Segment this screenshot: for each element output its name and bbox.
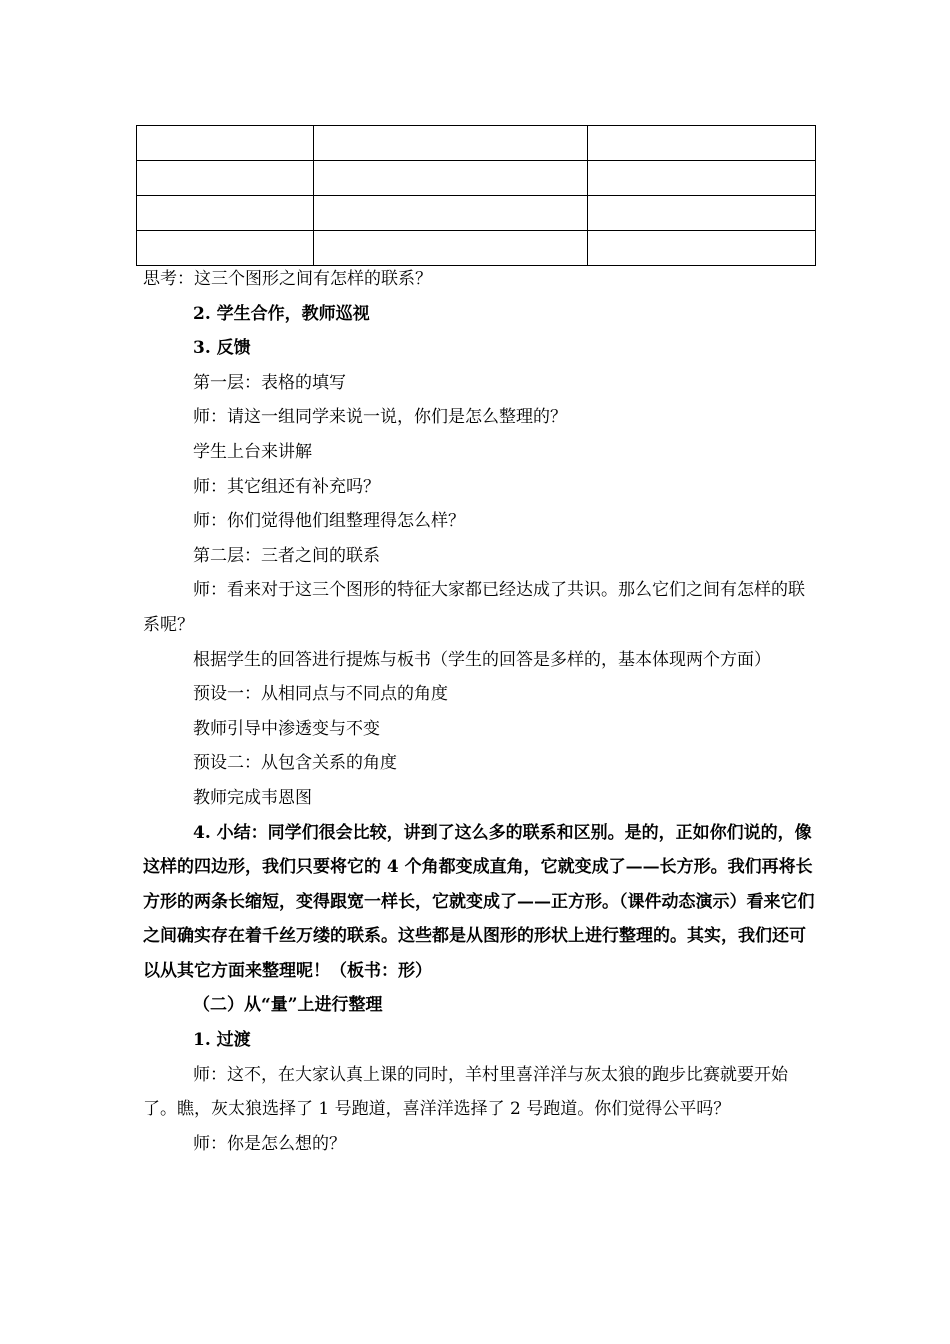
table-row: [137, 161, 816, 196]
blank-table: [136, 125, 816, 266]
paragraph: 师：你是怎么想的？: [193, 1133, 346, 1154]
step-heading: 1. 过渡: [193, 1030, 251, 1051]
table-cell: [314, 126, 588, 161]
table-row: [137, 126, 816, 161]
paragraph: 师：看来对于这三个图形的特征大家都已经达成了共识。那么它们之间有怎样的联系呢？: [143, 580, 805, 635]
paragraph: 预设一：从相同点与不同点的角度: [193, 684, 448, 705]
paragraph: 教师引导中渗透变与不变: [193, 718, 380, 739]
paragraph: 第二层：三者之间的联系: [193, 545, 380, 566]
table-cell: [588, 231, 816, 266]
table-cell: [588, 196, 816, 231]
table-row: [137, 196, 816, 231]
body-text: [143, 262, 815, 1161]
table-cell: [137, 161, 314, 196]
paragraph: 第一层：表格的填写: [193, 372, 346, 393]
table-cell: [314, 161, 588, 196]
table-row: [137, 231, 816, 266]
step-heading: 3. 反馈: [193, 338, 251, 359]
table-cell: [314, 196, 588, 231]
paragraph: 师：请这一组同学来说一说，你们是怎么整理的？: [193, 407, 567, 428]
step-heading: 2. 学生合作，教师巡视: [193, 303, 370, 324]
paragraph: 师：这不，在大家认真上课的同时，羊村里喜洋洋与灰太狼的跑步比赛就要开始了。瞧，灰太狼选择了 1 号跑道，喜洋洋选择了 2 号跑道。你们觉得公平吗？: [143, 1064, 788, 1120]
paragraph: 预设二：从包含关系的角度: [193, 753, 397, 774]
summary-paragraph: 4. 小结：同学们很会比较，讲到了这么多的联系和区别。是的，正如你们说的，像这样的四边形，我们只要将它的 4 个角都变成直角，它就变成了——长方形。我们再将长方形的两条长缩短，变得跟宽一样长，它就变成了——正方形。（课件动态演示）看来它们之间确实存在着千丝万缕的联系。这些都是从图形的形状上进行整理的。其实，我们还可以从其它方面来整理呢！（板书：形）: [143, 822, 815, 981]
section-heading: （二）从“量”上进行整理: [193, 995, 383, 1016]
table-cell: [588, 161, 816, 196]
paragraph: 师：其它组还有补充吗？: [193, 476, 380, 497]
paragraph: 学生上台来讲解: [193, 441, 312, 462]
paragraph: 根据学生的回答进行提炼与板书（学生的回答是多样的，基本体现两个方面）: [193, 649, 771, 670]
table-cell: [137, 196, 314, 231]
paragraph: 师：你们觉得他们组整理得怎么样？: [193, 511, 465, 532]
think-question: 思考：这三个图形之间有怎样的联系？: [143, 269, 432, 289]
table-cell: [137, 231, 314, 266]
paragraph: 教师完成韦恩图: [193, 787, 312, 808]
table-cell: [137, 126, 314, 161]
table-cell: [314, 231, 588, 266]
table-cell: [588, 126, 816, 161]
